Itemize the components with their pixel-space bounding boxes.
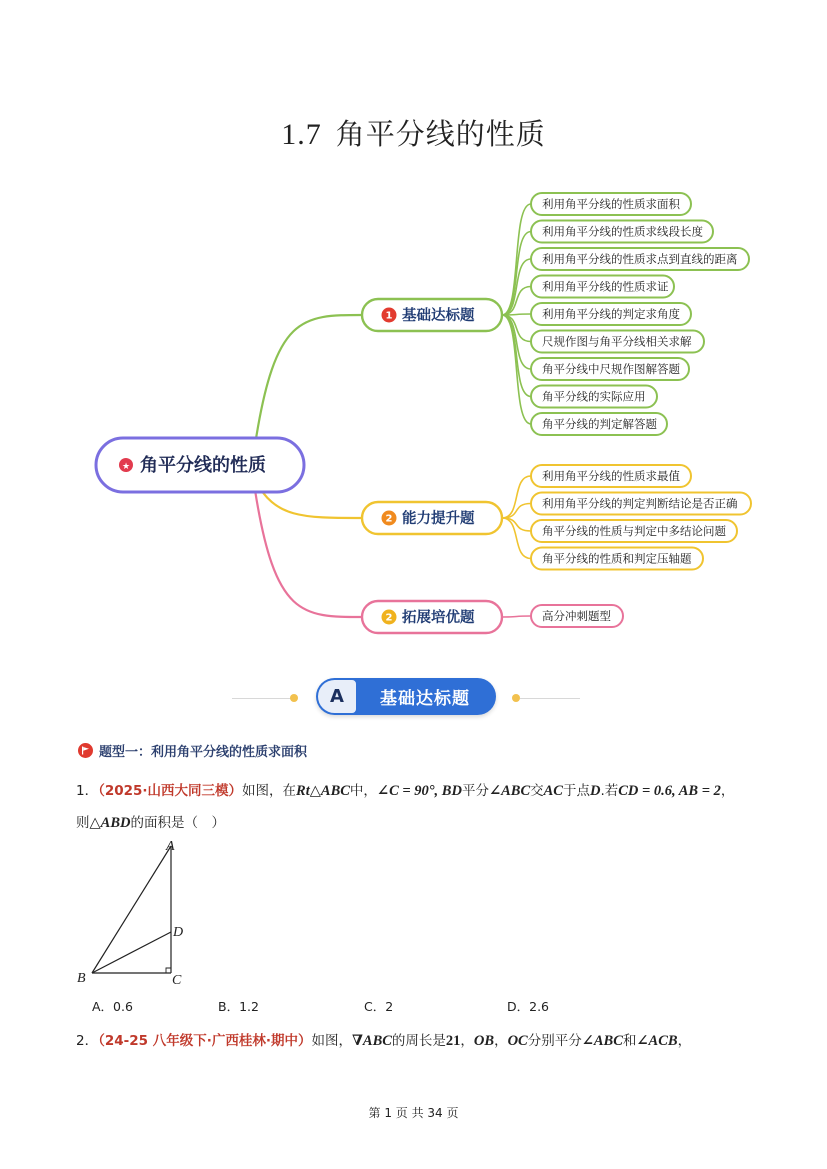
root-node-label: 角平分线的性质 [140, 455, 266, 476]
mind-map-branch-label: 基础达标题 [402, 308, 475, 324]
math-expression: △ABD [89, 815, 131, 831]
question-type-heading [78, 741, 307, 760]
math-expression: CD = 0.6, AB = 2 [618, 783, 721, 799]
flag-icon [78, 743, 93, 758]
svg-text:★: ★ [121, 462, 131, 472]
mind-map-leaf-label: 利用角平分线的性质求点到直线的距离 [542, 252, 738, 266]
segment-bd [92, 932, 171, 973]
connector-branch-leaf [502, 504, 531, 519]
math-expression: OC [507, 1033, 528, 1049]
math-number: 21 [445, 1033, 461, 1049]
mind-map-root [96, 438, 304, 492]
page-title [0, 112, 827, 153]
right-angle-mark [166, 968, 171, 973]
mind-map-leaf-label: 利用角平分线的性质求证 [542, 279, 669, 294]
branch-badge-number: 1 [385, 310, 393, 322]
page-footer: 第 1 页 共 34 页 [368, 1106, 459, 1120]
branch-badge-number: 2 [385, 612, 393, 624]
mind-map [0, 180, 827, 650]
question-number: 1． [76, 783, 99, 799]
question-source: （24-25 八年级下·广西桂林·期中） [98, 1033, 312, 1049]
connector-branch-leaf [502, 315, 531, 424]
mind-map-leaf-label: 角平分线的判定解答题 [542, 417, 657, 431]
math-expression: ∠ACB [636, 1033, 678, 1049]
label-b: B [77, 971, 86, 986]
label-c: C [172, 973, 182, 988]
connector-root-branch [255, 490, 362, 617]
math-expression: ∇ABC [351, 1033, 392, 1049]
question-type-text: 题型一：利用角平分线的性质求面积 [99, 745, 308, 760]
question-2-line-1: 2．（24-25 八年级下·广西桂林·期中）如图，∇ABC的周长是21，OB，OC分别平分∠ABC和∠ACB， [76, 1033, 692, 1049]
section-label: 基础达标题 [380, 689, 470, 709]
mind-map-leaf-label: 利用角平分线的判定求角度 [542, 307, 680, 321]
banner-right-dot [512, 694, 520, 702]
title-number: 1.7 [281, 118, 322, 151]
math-expression: ∠ABC [581, 1033, 623, 1049]
choice-d[interactable]: D．2.6 [507, 999, 550, 1014]
math-expression: D [589, 783, 601, 799]
question-source: （2025·山西大同三模） [98, 783, 243, 799]
mind-map-leaf-label: 角平分线的性质与判定中多结论问题 [542, 524, 726, 538]
mind-map-leaf-label: 利用角平分线的性质求面积 [542, 197, 680, 211]
banner-left-line [232, 698, 292, 699]
mind-map-leaves [531, 193, 751, 627]
mind-map-branch-label: 拓展培优题 [402, 610, 475, 626]
math-expression: AC [543, 783, 563, 799]
question-1-line-1: 1．（2025·山西大同三模）如图，在Rt△ABC中，∠C = 90°, BD平分∠ABC交AC于点D.若CD = 0.6, AB = 2， [76, 783, 735, 799]
triangle-figure [70, 836, 200, 988]
banner-left-dot [290, 694, 298, 702]
mind-map-leaf-label: 利用角平分线的性质求最值 [542, 469, 680, 483]
section-letter: A [318, 680, 356, 713]
label-a: A [166, 839, 175, 854]
banner-right-line [520, 698, 580, 699]
choice-a[interactable]: A．0.6 [92, 999, 133, 1014]
math-expression: Rt△ABC [296, 783, 350, 799]
math-expression: ∠C = 90°, BD [376, 783, 462, 799]
mind-map-leaf-label: 角平分线的性质和判定压轴题 [542, 551, 692, 566]
mind-map-leaf-label: 利用角平分线的判定判断结论是否正确 [542, 496, 738, 511]
connector-branch-leaf [502, 616, 531, 617]
connector-branch-leaf [502, 518, 531, 531]
math-expression: OB [473, 1033, 495, 1049]
mind-map-connectors [255, 204, 531, 617]
mind-map-branch-label: 能力提升题 [402, 511, 475, 527]
mind-map-leaf-label: 角平分线的实际应用 [542, 389, 646, 404]
label-d: D [173, 925, 184, 940]
choice-b[interactable]: B．1.2 [218, 999, 259, 1014]
question-number: 2． [76, 1033, 99, 1049]
connector-root-branch [255, 315, 362, 445]
mind-map-leaf-label: 高分冲刺题型 [542, 609, 611, 623]
question-1-line-2: 则△ABD的面积是（ ） [76, 815, 225, 831]
mind-map-leaf-label: 利用角平分线的性质求线段长度 [542, 224, 703, 239]
mind-map-leaf-label: 尺规作图与角平分线相关求解 [542, 334, 692, 349]
mind-map-leaf-label: 角平分线中尺规作图解答题 [542, 362, 680, 376]
mind-map-branches [362, 299, 502, 633]
segment-ab [92, 846, 171, 973]
branch-badge-number: 2 [385, 513, 393, 525]
choice-c[interactable]: C．2 [364, 999, 394, 1014]
math-expression: ∠ABC [488, 783, 531, 799]
title-text: 角平分线的性质 [335, 117, 546, 151]
